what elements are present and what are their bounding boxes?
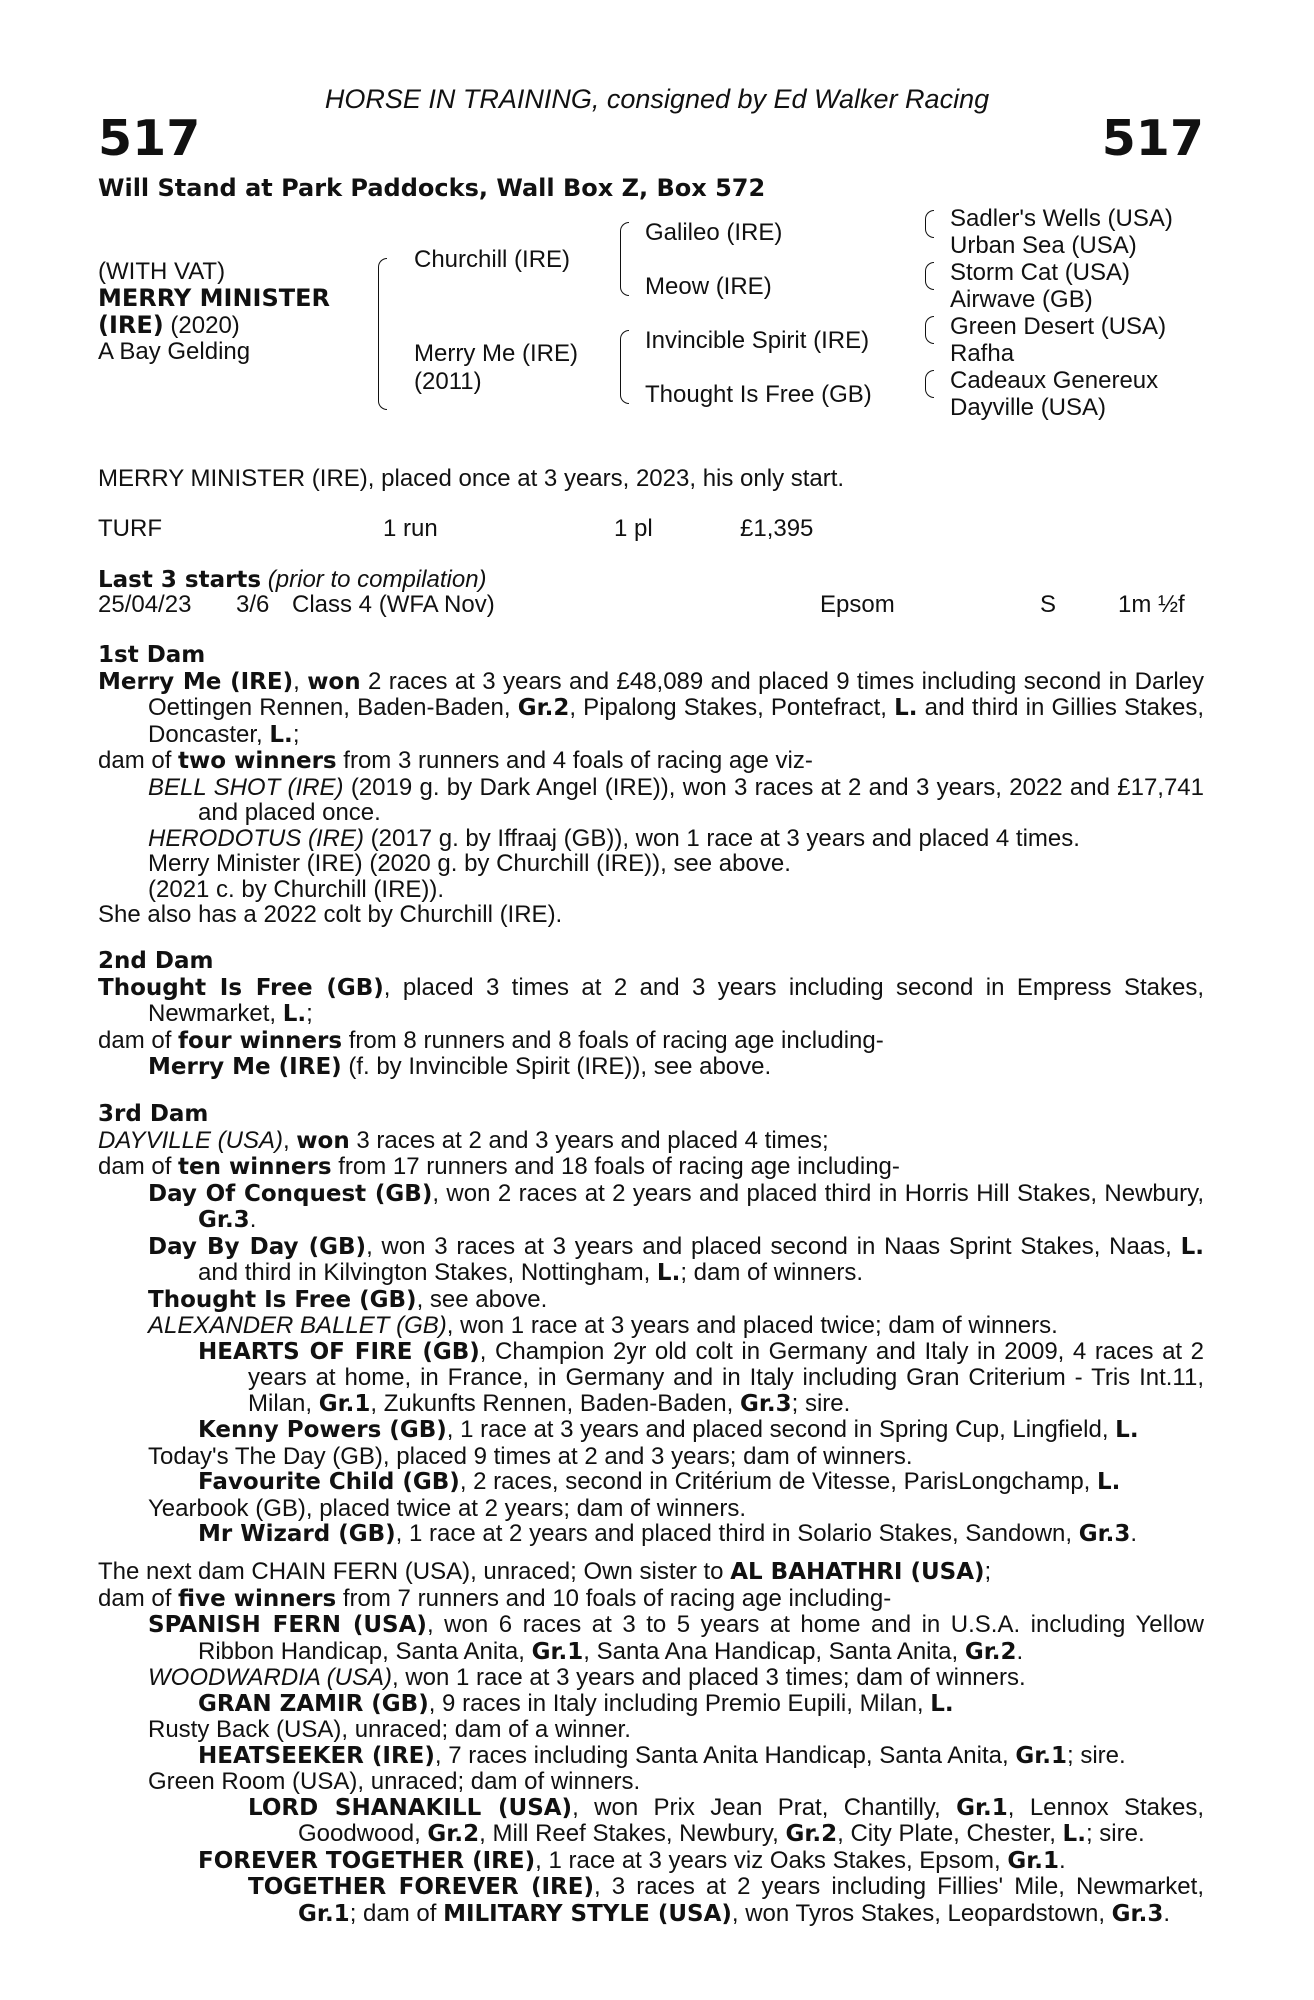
next-dam-record: The next dam CHAIN FERN (USA), unraced; Own sister to AL BAHATHRI (USA); <box>98 1558 992 1585</box>
produce-merry-minister: Merry Minister (IRE) (2020 g. by Churchill (IRE)), see above. <box>148 850 791 877</box>
start-course: Epsom <box>820 591 895 618</box>
stand-location: Will Stand at Park Paddocks, Wall Box Z, Box 572 <box>98 174 766 202</box>
produce-mr-wizard: Mr Wizard (GB), 1 race at 2 years and placed third in Solario Stakes, Sandown, Gr.3. <box>198 1520 1138 1547</box>
third-dam-heading: 3rd Dam <box>98 1101 209 1127</box>
produce-heatseeker: HEATSEEKER (IRE), 7 races including Santa Anita Handicap, Santa Anita, Gr.1; sire. <box>198 1741 1126 1769</box>
ped-sss: Sadler's Wells (USA) <box>950 205 1173 232</box>
second-dam-section <box>98 949 1204 1081</box>
next-dam-section <box>98 1559 1204 1927</box>
first-dam-heading: 1st Dam <box>98 642 206 668</box>
lot-number-left: 517 <box>98 110 201 167</box>
pedigree-bracket-1 <box>378 258 387 410</box>
dam-year: (2011) <box>414 368 482 395</box>
second-dam-heading: 2nd Dam <box>98 948 214 974</box>
ped-dsd: Rafha <box>950 340 1015 367</box>
sire-dam: Meow (IRE) <box>645 273 772 300</box>
produce-herodotus: HERODOTUS (IRE) (2017 g. by Iffraaj (GB)), won 1 race at 3 years and placed 4 times. <box>148 824 1080 852</box>
produce-favourite-child: Favourite Child (GB), 2 races, second in Critérium de Vitesse, ParisLongchamp, L. <box>198 1468 1121 1495</box>
pedigree-bracket-dd <box>925 370 934 398</box>
produce-yearbook: Yearbook (GB), placed twice at 2 years; dam of winners. <box>148 1494 747 1522</box>
vat-note: (WITH VAT) <box>98 258 226 285</box>
produce-day-by-day: Day By Day (GB), won 3 races at 3 years and placed second in Naas Sprint Stakes, Naas, L. and third in Kilvington Stakes, Nottingham, L.; dam of winners. <box>148 1232 1204 1286</box>
pedigree-bracket-ds <box>925 316 934 344</box>
start-distance: 1m ½f <box>1118 591 1185 618</box>
third-dam-record: DAYVILLE (USA), won 3 races at 2 and 3 years and placed 4 times; <box>98 1126 829 1154</box>
dam-dam: Thought Is Free (GB) <box>645 381 872 408</box>
horse-name-suffix: (IRE) (2020) <box>98 311 240 339</box>
record-placed: 1 pl <box>614 515 653 542</box>
record-runs: 1 run <box>383 515 438 542</box>
produce-kenny-powers: Kenny Powers (GB), 1 race at 3 years and placed second in Spring Cup, Lingfield, L. <box>198 1416 1139 1443</box>
next-dam-produce-intro: dam of five winners from 7 runners and 10 foals of racing age including- <box>98 1584 892 1612</box>
third-dam-produce-intro: dam of ten winners from 17 runners and 18 foals of racing age including- <box>98 1153 900 1180</box>
sire: Churchill (IRE) <box>414 246 571 273</box>
race-summary: MERRY MINISTER (IRE), placed once at 3 years, 2023, his only start. <box>98 465 845 492</box>
produce-spanish-fern: SPANISH FERN (USA), won 6 races at 3 to 5 years at home and in U.S.A. including Yellow Ribbon Handicap, Santa Anita, Gr.1, Santa Ana Handicap, Santa Anita, Gr.2. <box>148 1611 1204 1665</box>
dam-sire: Invincible Spirit (IRE) <box>645 327 870 354</box>
third-dam-section <box>98 1102 1204 1548</box>
ped-ddd: Dayville (USA) <box>950 394 1107 421</box>
dam: Merry Me (IRE) <box>414 340 578 367</box>
lot-number-right: 517 <box>1101 110 1204 167</box>
last-starts-heading: Last 3 starts (prior to compilation) <box>98 566 487 593</box>
ped-sds: Storm Cat (USA) <box>950 259 1131 286</box>
produce-together-forever: TOGETHER FOREVER (IRE), 3 races at 2 years including Fillies' Mile, Newmarket, Gr.1; dam of MILITARY STYLE (USA), won Tyros Stakes, Leopardstown, Gr.3. <box>248 1873 1204 1927</box>
ped-dds: Cadeaux Genereux <box>950 367 1159 394</box>
produce-2021-colt: (2021 c. by Churchill (IRE)). <box>148 875 445 903</box>
horse-name: MERRY MINISTER <box>98 284 331 312</box>
first-dam-record: Merry Me (IRE), won 2 races at 3 years and £48,089 and placed 9 times including second in Darley Oettingen Rennen, Baden-Baden, Gr.2, Pipalong Stakes, Pontefract, L. and third in Gillies Stakes, Doncaster, L.; <box>98 667 1204 748</box>
start-date: 25/04/23 <box>98 591 192 618</box>
start-going: S <box>1040 591 1057 618</box>
sire-sire: Galileo (IRE) <box>645 219 783 246</box>
produce-merry-me: Merry Me (IRE) (f. by Invincible Spirit (IRE)), see above. <box>148 1053 772 1080</box>
produce-todays-the-day: Today's The Day (GB), placed 9 times at 2 and 3 years; dam of winners. <box>148 1442 913 1470</box>
record-earnings: £1,395 <box>740 515 814 542</box>
start-position: 3/6 <box>236 591 270 618</box>
produce-rusty-back: Rusty Back (USA), unraced; dam of a winner. <box>148 1716 631 1743</box>
produce-thought-is-free: Thought Is Free (GB), see above. <box>148 1285 548 1313</box>
start-race: Class 4 (WFA Nov) <box>292 591 495 618</box>
produce-hearts-of-fire: HEARTS OF FIRE (GB), Champion 2yr old colt in Germany and Italy in 2009, 4 races at 2 years at home, in France, in Germany and in Italy including Gran Criterium - Tris Int.11, Milan, Gr.1, Zukunfts Rennen, Baden-Baden, Gr.3; sire. <box>198 1337 1204 1417</box>
first-dam-note: She also has a 2022 colt by Churchill (IRE). <box>98 901 563 928</box>
pedigree-bracket-dam <box>620 330 629 404</box>
produce-day-of-conquest: Day Of Conquest (GB), won 2 races at 2 years and placed third in Horris Hill Stakes, Newbury, Gr.3. <box>148 1179 1204 1233</box>
ped-sdd: Airwave (GB) <box>950 286 1093 313</box>
record-surface: TURF <box>98 515 162 542</box>
produce-gran-zamir: GRAN ZAMIR (GB), 9 races in Italy including Premio Eupili, Milan, L. <box>198 1689 954 1717</box>
horse-description: A Bay Gelding <box>98 338 251 365</box>
consignor-header: HORSE IN TRAINING, consigned by Ed Walker Racing <box>324 84 990 114</box>
ped-dss: Green Desert (USA) <box>950 313 1167 340</box>
produce-green-room: Green Room (USA), unraced; dam of winners. <box>148 1768 641 1795</box>
produce-woodwardia: WOODWARDIA (USA), won 1 race at 3 years and placed 3 times; dam of winners. <box>148 1664 1026 1691</box>
second-dam-produce-intro: dam of four winners from 8 runners and 8 foals of racing age including- <box>98 1026 884 1054</box>
produce-lord-shanakill: LORD SHANAKILL (USA), won Prix Jean Prat, Chantilly, Gr.1, Lennox Stakes, Goodwood, Gr.2, Mill Reef Stakes, Newbury, Gr.2, City Plate, Chester, L.; sire. <box>248 1793 1205 1847</box>
first-dam-section <box>98 643 1204 928</box>
produce-forever-together: FOREVER TOGETHER (IRE), 1 race at 3 years viz Oaks Stakes, Epsom, Gr.1. <box>198 1846 1066 1874</box>
pedigree-bracket-sd <box>925 262 934 290</box>
produce-alexander-ballet: ALEXANDER BALLET (GB), won 1 race at 3 years and placed twice; dam of winners. <box>148 1312 1058 1339</box>
pedigree-bracket-ss <box>925 210 934 238</box>
ped-ssd: Urban Sea (USA) <box>950 232 1137 259</box>
pedigree-bracket-sire <box>620 222 629 296</box>
first-dam-produce-intro: dam of two winners from 3 runners and 4 foals of racing age viz- <box>98 747 813 774</box>
produce-bell-shot: BELL SHOT (IRE) (2019 g. by Dark Angel (IRE)), won 3 races at 2 and 3 years, 2022 and £17,741 and placed once. <box>148 773 1204 826</box>
second-dam-record: Thought Is Free (GB), placed 3 times at 2 and 3 years including second in Empress Stakes, Newmarket, L.; <box>98 973 1204 1027</box>
